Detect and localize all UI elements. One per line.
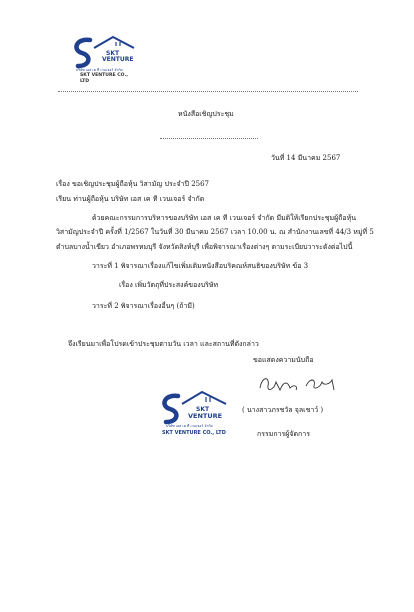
stamp-company-en: SKT VENTURE CO., LTD: [162, 430, 226, 436]
closing-line: จึงเรียนมาเพื่อโปรดเข้าประชุมตามวัน เวลา และสถานที่ดังกล่าว: [68, 340, 259, 348]
body-line-2: วิสามัญประจำปี ครั้งที่ 1/2567 ในวันที่ 30 มีนาคม 2567 เวลา 10.00 น. ณ สำนักงานเลขที่ 44/3 หมู่ที่ 5: [56, 228, 374, 236]
header-divider: [58, 91, 358, 92]
signer-name: ( นางสาวภรชวัล จุลเชาว์ ): [242, 406, 324, 414]
document-date: วันที่ 14 มีนาคม 2567: [271, 154, 341, 162]
subject-line: เรื่อง ขอเชิญประชุมผู้ถือหุ้น วิสามัญ ประจำปี 2567: [56, 180, 210, 188]
respect-line: ขอแสดงความนับถือ: [253, 356, 314, 364]
logo-venture-text: VENTURE: [102, 56, 134, 63]
signer-title: กรรมการผู้จัดการ: [257, 430, 310, 438]
logo-tagline: บริษัท เอส เค ที เวนเจอร์ จำกัด: [76, 68, 123, 72]
recipient-line: เรียน ท่านผู้ถือหุ้น บริษัท เอส เค ที เวนเจอร์ จำกัด: [56, 195, 205, 203]
signature-icon: [256, 372, 346, 396]
body-line-3: ตำบลบางน้ำเขียว อำเภอพรหมบุรี จังหวัดสิงห์บุรี เพื่อพิจารณาเรื่องต่างๆ ตามระเบียบวาระดังต่อไปนี้: [56, 243, 353, 251]
agenda-item-1: วาระที่ 1 พิจารณาเรื่องแก้ไขเพิ่มเติมหนังสือบริคณห์สนธิของบริษัท ข้อ 3: [92, 262, 309, 270]
stamp-venture-text: VENTURE: [188, 412, 223, 420]
agenda-item-1-detail: เรื่อง เพิ่มวัตถุที่ประสงค์ของบริษัท: [119, 281, 219, 289]
title-dotted-line: [160, 138, 258, 139]
handwritten-signature: [256, 372, 346, 396]
logo-skt-text: SKT: [106, 50, 120, 57]
header-logo: [68, 34, 138, 84]
company-stamp: [156, 388, 236, 438]
body-line-1: ด้วยคณะกรรมการบริหารของบริษัท เอส เค ที เวนเจอร์ จำกัด มีมติให้เรียกประชุมผู้ถือหุ้น: [92, 214, 357, 222]
stamp-skt-text: SKT: [196, 406, 210, 413]
agenda-item-2: วาระที่ 2 พิจารณาเรื่องอื่นๆ (ถ้ามี): [92, 302, 195, 310]
company-name-en: SKT VENTURE CO., LTD: [80, 73, 128, 84]
document-title: หนังสือเชิญประชุม: [178, 110, 234, 118]
stamp-tagline: บริษัท เอส เค ที เวนเจอร์ จำกัด: [166, 424, 213, 428]
